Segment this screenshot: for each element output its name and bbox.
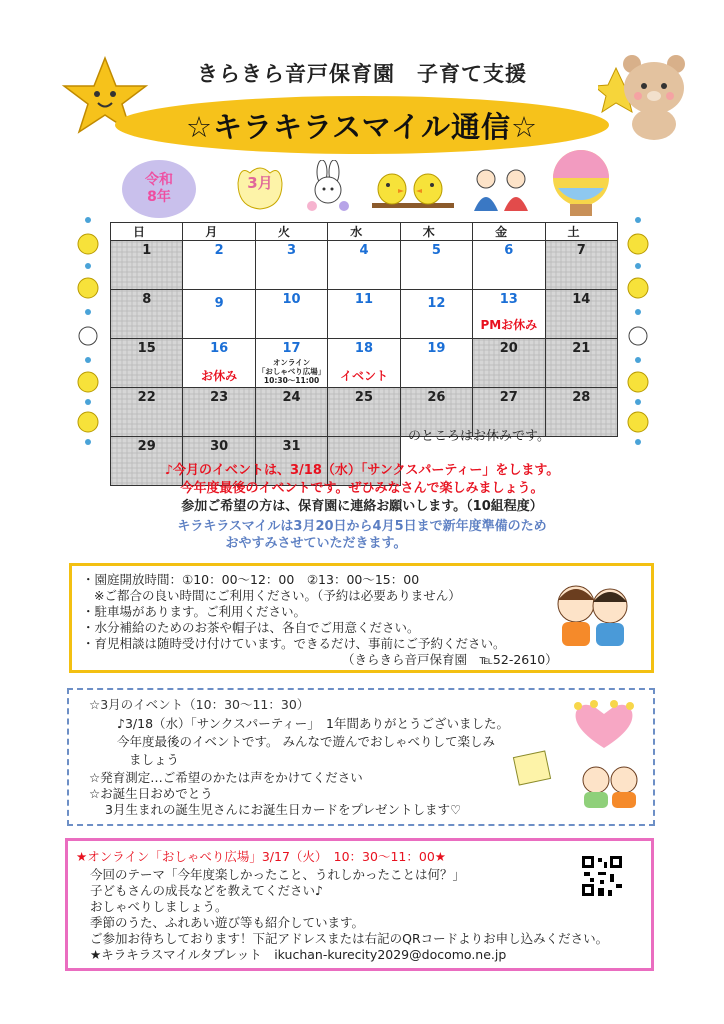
month-label: 3月	[247, 174, 273, 192]
weekday-sat: 土	[545, 223, 617, 241]
day-number: 2	[214, 243, 224, 258]
day-number: 25	[354, 390, 374, 405]
calendar-day	[328, 339, 400, 388]
announcement-line-5: おやすみさせていただきます。	[225, 536, 407, 551]
weekday-sun: 日	[111, 223, 183, 241]
day-number: 8	[142, 292, 152, 307]
info-line: ・園庭開放時間：①10：00～12：00 ②13：00～15：00	[82, 572, 420, 587]
event-line: ましょう	[129, 752, 180, 767]
march-events-box	[67, 688, 655, 826]
left-chick-border-icon	[70, 212, 106, 448]
bunny-flowers-icon	[302, 160, 354, 216]
heart-party-icon	[568, 700, 640, 750]
event-line: ☆発育測定…ご希望のかたは声をかけてください	[89, 770, 363, 785]
qr-code-icon[interactable]	[580, 854, 624, 898]
closed-legend: のところはお休みです。	[408, 429, 550, 444]
birthday-card-icon	[512, 750, 552, 786]
calendar-day	[255, 388, 327, 437]
event-line: ☆3月のイベント（10：30～11：30）	[89, 697, 310, 712]
calendar-day	[473, 339, 545, 388]
day-number: 7	[576, 243, 586, 258]
day-note: イベント	[339, 369, 388, 383]
era-label: 令和 8年	[145, 172, 173, 205]
calendar-day	[400, 241, 472, 290]
calendar-day	[473, 241, 545, 290]
babies-icon	[578, 760, 642, 810]
calendar-day	[328, 241, 400, 290]
day-number: 15	[137, 341, 156, 356]
online-line: ご参加お待ちしております！下記アドレスまたは右記のQRコードよりお申し込みください。	[90, 931, 609, 946]
calendar-day	[183, 388, 255, 437]
calendar-day	[473, 290, 545, 339]
day-number: 23	[210, 390, 229, 405]
calendar-day	[111, 339, 183, 388]
day-number: 18	[354, 341, 374, 356]
calendar-weekday-row	[111, 223, 618, 241]
info-line: ・駐車場があります。ご利用ください。	[82, 604, 307, 619]
day-number: 27	[499, 390, 518, 405]
calendar-day	[545, 241, 617, 290]
newsletter-title: ☆キラキラスマイル通信☆	[186, 109, 538, 144]
announcement-line-2: 今年度最後のイベントです。ぜひみなさんで楽しみましょう。	[180, 481, 544, 496]
online-line: おしゃべりしましょう。	[90, 899, 228, 914]
online-line: 季節のうた、ふれあい遊び等も紹介しています。	[90, 915, 365, 930]
weekday-mon: 月	[183, 223, 255, 241]
day-number: 28	[572, 390, 591, 405]
day-number: 11	[354, 292, 374, 307]
event-line: ☆お誕生日おめでとう	[89, 786, 213, 801]
event-line: 3月生まれの誕生児さんにお誕生日カードをプレゼントします♡	[105, 802, 462, 817]
right-chick-border-icon	[620, 212, 656, 448]
day-number: 6	[504, 243, 514, 258]
calendar-day	[183, 241, 255, 290]
day-number: 26	[427, 390, 446, 405]
day-number: 5	[431, 243, 441, 258]
weekday-wed: 水	[328, 223, 400, 241]
day-number: 17	[282, 341, 301, 356]
day-number: 9	[214, 296, 224, 311]
info-line: （きらきら音戸保育園 ℡52-2610）	[342, 652, 558, 667]
calendar-day	[400, 339, 472, 388]
info-line: ・水分補給のためのお茶や帽子は、各自でご用意ください。	[82, 620, 420, 635]
online-line: ★キラキラスマイルタブレット ikuchan-kurecity2029@docomo.ne.jp	[90, 947, 507, 962]
online-chat-box	[65, 838, 654, 971]
day-number: 20	[499, 341, 518, 356]
header-subtitle: きらきら音戸保育園 子育て支援	[197, 62, 527, 86]
hina-dolls-icon	[470, 165, 532, 215]
calendar-day	[328, 388, 400, 437]
weekday-thu: 木	[400, 223, 472, 241]
weekday-tue: 火	[255, 223, 327, 241]
day-number: 12	[427, 296, 446, 311]
calendar-week-1	[111, 241, 618, 290]
calendar-day	[545, 388, 617, 437]
calendar	[110, 222, 618, 486]
era-badge	[122, 160, 196, 218]
title-banner	[115, 96, 609, 154]
calendar-day	[111, 290, 183, 339]
day-number: 10	[282, 292, 301, 307]
day-number: 29	[137, 439, 156, 454]
day-number: 30	[210, 439, 229, 454]
online-line: 子どもさんの成長などを教えてください♪	[90, 883, 323, 898]
event-line: ♪3/18（水）「サンクスパーティー」 1年間ありがとうございました。	[117, 716, 510, 731]
calendar-day	[400, 290, 472, 339]
day-number: 24	[282, 390, 301, 405]
day-number: 1	[142, 243, 152, 258]
day-number: 16	[210, 341, 229, 356]
day-note: オンライン 「おしゃべり広場」 10:30～11:00	[257, 358, 326, 385]
calendar-day	[183, 290, 255, 339]
day-number: 13	[499, 292, 518, 307]
birds-on-branch-icon	[370, 165, 456, 215]
calendar-day	[255, 241, 327, 290]
info-line: ・育児相談は随時受け付けています。できるだけ、事前にご予約ください。	[82, 636, 506, 651]
calendar-day	[111, 388, 183, 437]
calendar-week-3	[111, 339, 618, 388]
info-line: ※ご都合の良い時間にご利用ください。（予約は必要ありません）	[94, 588, 461, 603]
hot-air-balloon-icon	[548, 148, 614, 220]
day-number: 21	[572, 341, 591, 356]
calendar-day	[255, 290, 327, 339]
calendar-week-2	[111, 290, 618, 339]
day-note: お休み	[201, 369, 238, 383]
calendar-day	[545, 339, 617, 388]
day-number: 14	[572, 292, 591, 307]
day-number: 3	[287, 243, 297, 258]
event-line: 今年度最後のイベントです。 みんなで遊んでおしゃべりして楽しみ	[117, 734, 495, 749]
weekday-fri: 金	[473, 223, 545, 241]
calendar-day	[183, 339, 255, 388]
announcement-line-1: ♪今月のイベントは、3/18（水）「サンクスパーティー」をします。	[164, 463, 560, 478]
children-illustration-icon	[548, 578, 638, 650]
day-number: 22	[137, 390, 156, 405]
announcement-line-4: キラキラスマイルは3月20日から4月5日まで新年度準備のため	[177, 519, 547, 534]
day-number: 31	[282, 439, 301, 454]
calendar-day	[328, 290, 400, 339]
day-number: 19	[427, 341, 446, 356]
calendar-day	[111, 241, 183, 290]
calendar-day	[545, 290, 617, 339]
bear-mascot-icon	[598, 50, 694, 140]
day-note: PMお休み	[480, 318, 538, 332]
online-line: ★オンライン「おしゃべり広場」3/17（火） 10：30～11：00★	[76, 849, 446, 864]
online-line: 今回のテーマ「今年度楽しかったこと、うれしかったことは何？」	[90, 867, 466, 882]
day-number: 4	[359, 243, 369, 258]
calendar-day	[255, 339, 327, 388]
announcement-line-3: 参加ご希望の方は、保育園に連絡お願いします。（10組程度）	[181, 499, 543, 514]
